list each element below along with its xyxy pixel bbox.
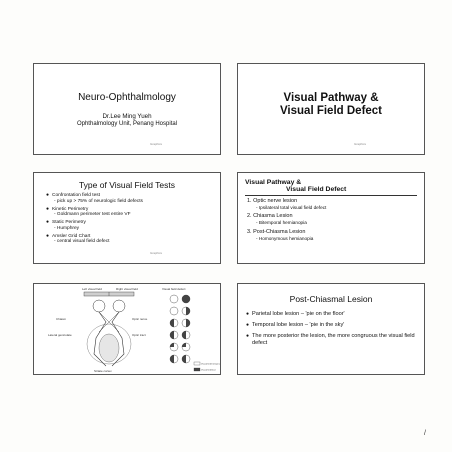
field-half xyxy=(182,355,186,363)
field-circle xyxy=(182,295,190,303)
slide-3-list xyxy=(46,193,214,247)
right-eye-icon xyxy=(113,300,125,312)
legend-lost: Visual field lost xyxy=(201,369,216,372)
visual-pathway-diagram xyxy=(34,284,221,375)
slide-2-title-line-2: Visual Field Defect xyxy=(279,105,383,117)
list-item-head: 1. Optic nerve lesion xyxy=(247,198,298,204)
slide-4-title-line-1: Visual Pathway & xyxy=(245,179,302,186)
list-item-text: Parietal lobe lesion – 'pie on the floor' xyxy=(252,311,345,317)
slide-4-divider xyxy=(245,195,417,196)
list-item xyxy=(46,193,214,204)
list-item-head: Static Perimetry xyxy=(52,220,86,226)
pen-mark: / xyxy=(424,430,426,437)
list-item xyxy=(246,311,416,317)
slide-6-list xyxy=(246,311,416,351)
slide-1-affiliation: Ophthalmology Unit, Penang Hospital xyxy=(76,121,178,127)
list-item-head: 3. Post-Chiasma Lesion xyxy=(247,228,306,235)
slide-3-title: Type of Visual Field Tests xyxy=(78,180,176,190)
slide-1 xyxy=(33,63,221,155)
slide-2-title xyxy=(238,92,424,118)
list-item-sub: - Bitemporal hemianopia xyxy=(256,220,307,226)
slide-4-list xyxy=(247,199,418,245)
label-visual-field-defect: Visual field defect xyxy=(162,287,186,291)
field-half xyxy=(170,319,174,327)
list-item xyxy=(46,207,214,218)
list-item xyxy=(247,214,418,226)
bullet-icon: ● xyxy=(46,205,50,212)
slide-2 xyxy=(237,63,425,155)
label-left-visual-field: Left visual field xyxy=(82,287,102,291)
list-item-sub: - Humphrey xyxy=(54,225,80,231)
slide-6 xyxy=(237,283,425,375)
slide-1-author: Dr.Lee Ming Yueh xyxy=(102,113,152,120)
field-half xyxy=(170,355,174,363)
list-item-sub: - Goldmann perimeter test entire VF xyxy=(54,212,131,218)
slide-6-title: Post-Chiasmal Lesion xyxy=(289,294,373,304)
bullet-icon: ● xyxy=(246,322,250,329)
label-striate-cortex: Striate cortex xyxy=(94,369,112,373)
bullet-icon: ● xyxy=(46,232,50,239)
list-item xyxy=(46,234,214,245)
list-item-head: 2. Chiasma Lesion xyxy=(247,213,293,220)
bullet-icon: ● xyxy=(46,192,50,198)
slide-2-footer: Graphics xyxy=(353,142,366,146)
list-item-head: Kinetic Perimetry xyxy=(52,206,89,212)
label-optic-tract: Optic tract xyxy=(132,333,146,337)
slide-1-footer: Graphics xyxy=(149,142,162,146)
legend-swatch-remains xyxy=(194,362,200,365)
list-item xyxy=(247,230,418,242)
legend-swatch-lost xyxy=(194,368,200,371)
slide-1-title: Neuro-Ophthalmology xyxy=(78,92,176,103)
bullet-icon: ● xyxy=(246,311,250,317)
left-eye-icon xyxy=(93,300,105,312)
slide-5 xyxy=(33,283,221,375)
slide-3 xyxy=(33,172,221,264)
slide-4 xyxy=(237,172,425,264)
field-half xyxy=(182,331,186,339)
list-item xyxy=(247,199,418,211)
midbrain-shape xyxy=(99,334,119,362)
field-circle xyxy=(170,307,178,315)
field-half xyxy=(186,307,190,315)
label-chiasm: Chiasm xyxy=(56,317,67,321)
list-item-sub: - pick up > 75% of neurologic field defects xyxy=(54,198,143,204)
field-half xyxy=(170,331,174,339)
list-item-text: The more posterior the lesion, the more congruous the visual field defect xyxy=(252,333,415,346)
slide-2-title-line-1: Visual Pathway & xyxy=(283,92,379,104)
bullet-icon: ● xyxy=(46,219,50,226)
list-item xyxy=(46,220,214,231)
label-optic-nerve: Optic nerve xyxy=(132,317,148,321)
list-item-sub: - central visual field defect xyxy=(54,239,110,245)
list-item xyxy=(246,333,416,345)
label-lateral-geniculate: Lateral geniculate xyxy=(48,333,72,337)
list-item-head: Amsler Grid Chart xyxy=(52,233,91,239)
list-item-sub: - Homonymous hemianopia xyxy=(256,235,314,241)
list-item xyxy=(246,322,416,328)
list-item-head: Confrontation field test xyxy=(52,193,100,198)
field-defect-circles xyxy=(170,295,190,363)
slide-3-footer: Graphics xyxy=(149,251,162,255)
field-half xyxy=(186,319,190,327)
slide-4-title-line-2: Visual Field Defect xyxy=(286,186,347,193)
list-item-sub: - Ipsilateral total visual field defect xyxy=(256,204,327,210)
list-item-text: Temporal lobe lesion – 'pie in the sky' xyxy=(252,322,345,329)
field-circle xyxy=(170,295,178,303)
bullet-icon: ● xyxy=(246,333,250,340)
legend-remains: Visual field remains xyxy=(201,363,220,366)
label-right-visual-field: Right visual field xyxy=(116,287,138,291)
